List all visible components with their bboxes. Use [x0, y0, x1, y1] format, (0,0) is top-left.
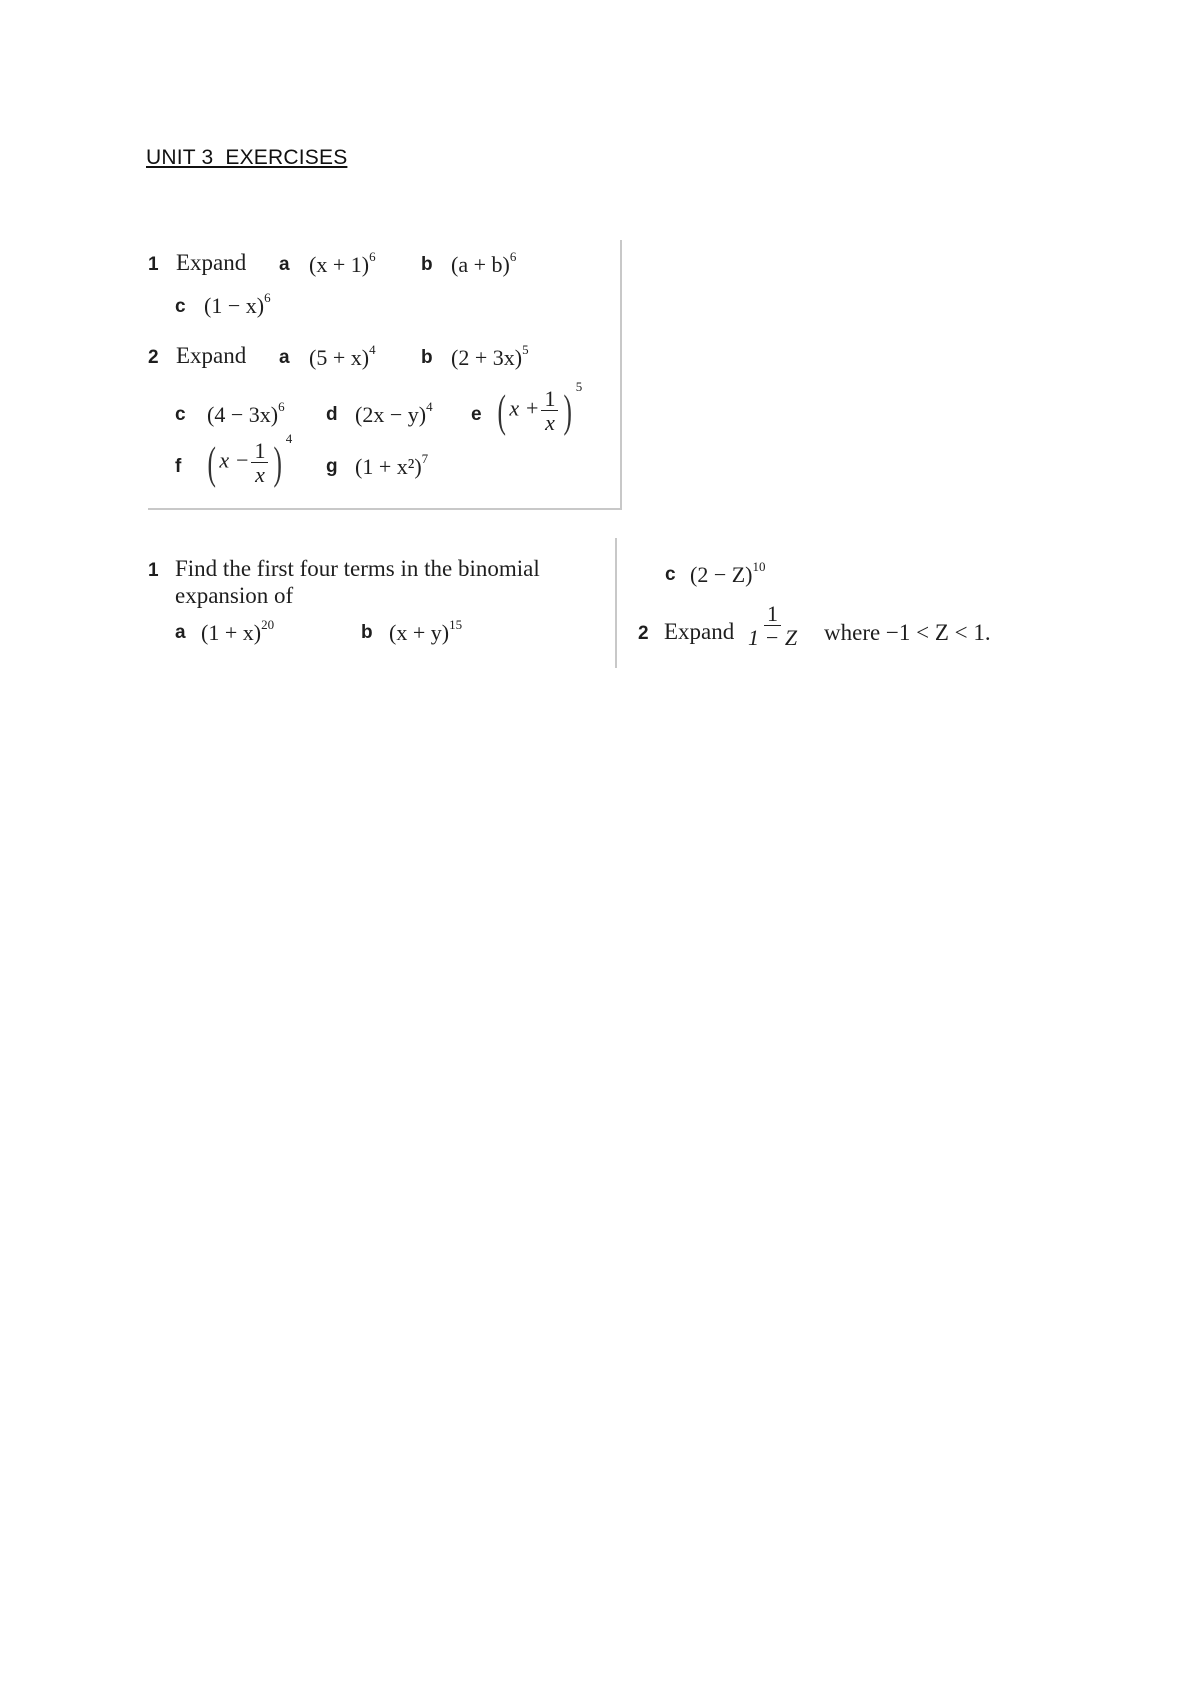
question-text: expansion of — [175, 583, 294, 608]
condition-text: where −1 < Z < 1. — [824, 620, 991, 645]
expression: $(4 - 3x)^6$ — [207, 398, 285, 427]
part-label: b — [421, 347, 433, 368]
part-label: c — [665, 564, 676, 585]
page-title: UNIT 3 EXERCISES — [146, 146, 348, 169]
box-border-right — [620, 240, 622, 510]
expression: $(2 + 3x)^5$ — [451, 341, 529, 370]
expression: $(5 + x)^4$ — [309, 341, 376, 370]
column-divider — [615, 538, 617, 668]
fraction-expression: $\frac{1}{1 - Z}$ — [748, 601, 798, 651]
part-label: d — [326, 404, 338, 425]
part-label: e — [471, 404, 482, 425]
expression: $(1 - x)^6$ — [204, 289, 271, 318]
box-border-bottom — [148, 508, 622, 510]
question-number: 1 — [148, 560, 159, 581]
part-label: a — [175, 622, 186, 643]
expression: $(1 + x)^{20}$ — [201, 616, 275, 645]
expression: $(2 - Z)^{10}$ — [690, 558, 766, 587]
part-label: b — [421, 254, 433, 275]
part-label: a — [279, 347, 290, 368]
part-label: g — [326, 456, 338, 477]
question-text: Expand — [176, 343, 247, 368]
fraction-expression: ( x + $\frac{1}{x}$ ) $^5$ — [497, 379, 583, 436]
question-number: 2 — [148, 347, 159, 368]
question-number: 2 — [638, 623, 649, 644]
expression: $(x + 1)^6$ — [309, 248, 376, 277]
question-text: Find the first four terms in the binomial — [175, 556, 540, 581]
question-text: Expand — [664, 619, 735, 644]
fraction-expression: ( x − $\frac{1}{x}$ ) $^4$ — [207, 431, 293, 488]
question-text: Expand — [176, 250, 247, 275]
part-label: c — [175, 296, 186, 317]
part-label: a — [279, 254, 290, 275]
part-label: f — [175, 456, 182, 477]
part-label: b — [361, 622, 373, 643]
expression: $(1 + x^2)^7$ — [355, 450, 429, 479]
expression: $(2x - y)^4$ — [355, 398, 433, 427]
part-label: c — [175, 404, 186, 425]
question-number: 1 — [148, 254, 159, 275]
expression: $(x + y)^{15}$ — [389, 616, 463, 645]
expression: $(a + b)^6$ — [451, 248, 517, 277]
